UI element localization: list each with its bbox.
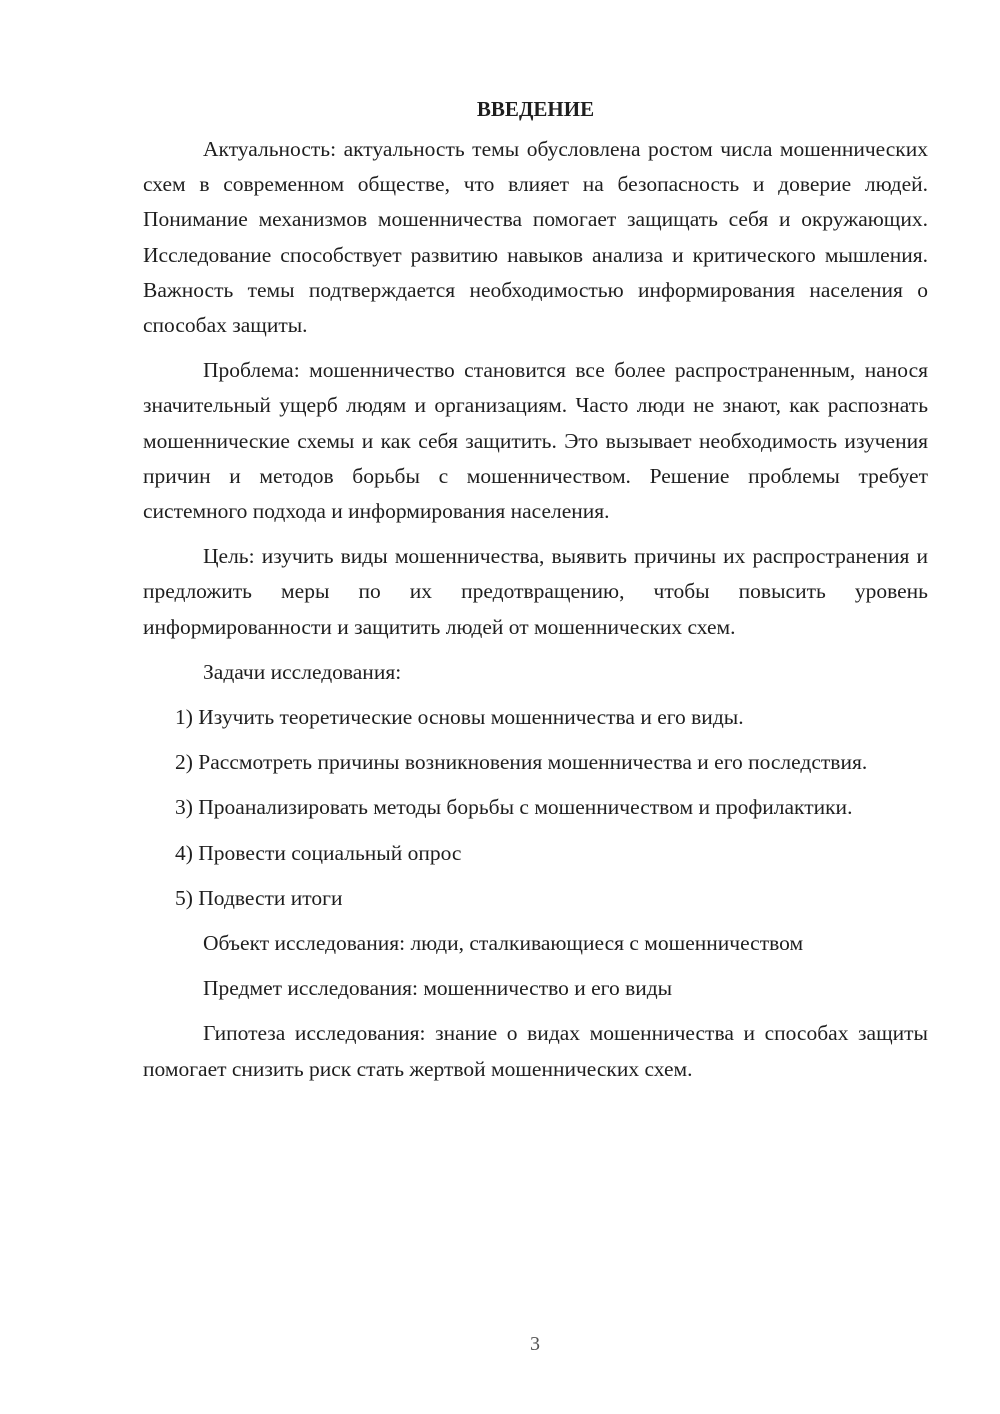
task-item: 5) Подвести итоги <box>175 885 343 910</box>
relevance-paragraph: Актуальность: актуальность темы обусловлена ростом числа мошеннических схем в современном обществе, что влияет на безопасность и доверие людей. Понимание механизмов мошенничества помогает защищать себя и окружающих. Исследование способствует развитию навыков анализа и критического мышления. Важность темы подтверждается необходимостью информирования населения о способах защиты. <box>143 137 928 338</box>
task-item: 1) Изучить теоретические основы мошенничества и его виды. <box>175 705 744 730</box>
research-object: Объект исследования: люди, сталкивающиеся с мошенничеством <box>203 931 804 956</box>
section-heading: ВВЕДЕНИЕ <box>476 97 595 121</box>
goal-paragraph: Цель: изучить виды мошенничества, выявить причины их распространения и предложить меры по их предотвращению, чтобы повысить уровень информированности и защитить людей от мошеннических схем. <box>143 544 928 639</box>
research-hypothesis: Гипотеза исследования: знание о видах мошенничества и способах защиты помогает снизить риск стать жертвой мошеннических схем. <box>143 1021 928 1081</box>
task-item: 2) Рассмотреть причины возникновения мошенничества и его последствия. <box>175 750 868 775</box>
tasks-title: Задачи исследования: <box>203 659 402 684</box>
task-item: 4) Провести социальный опрос <box>175 840 462 865</box>
problem-paragraph: Проблема: мошенничество становится все более распространенным, нанося значительный ущерб людям и организациям. Часто люди не знают, как распознать мошеннические схемы и как себя защитить. Это вызывает необходимость изучения причин и методов борьбы с мошенничеством. Решение проблемы требует системного подхода и информирования населения. <box>143 358 928 524</box>
page-number: 3 <box>530 1333 540 1355</box>
task-item: 3) Проанализировать методы борьбы с мошенничеством и профилактики. <box>175 795 853 820</box>
research-subject: Предмет исследования: мошенничество и его виды <box>203 976 673 1001</box>
document-body <box>143 92 928 1097</box>
